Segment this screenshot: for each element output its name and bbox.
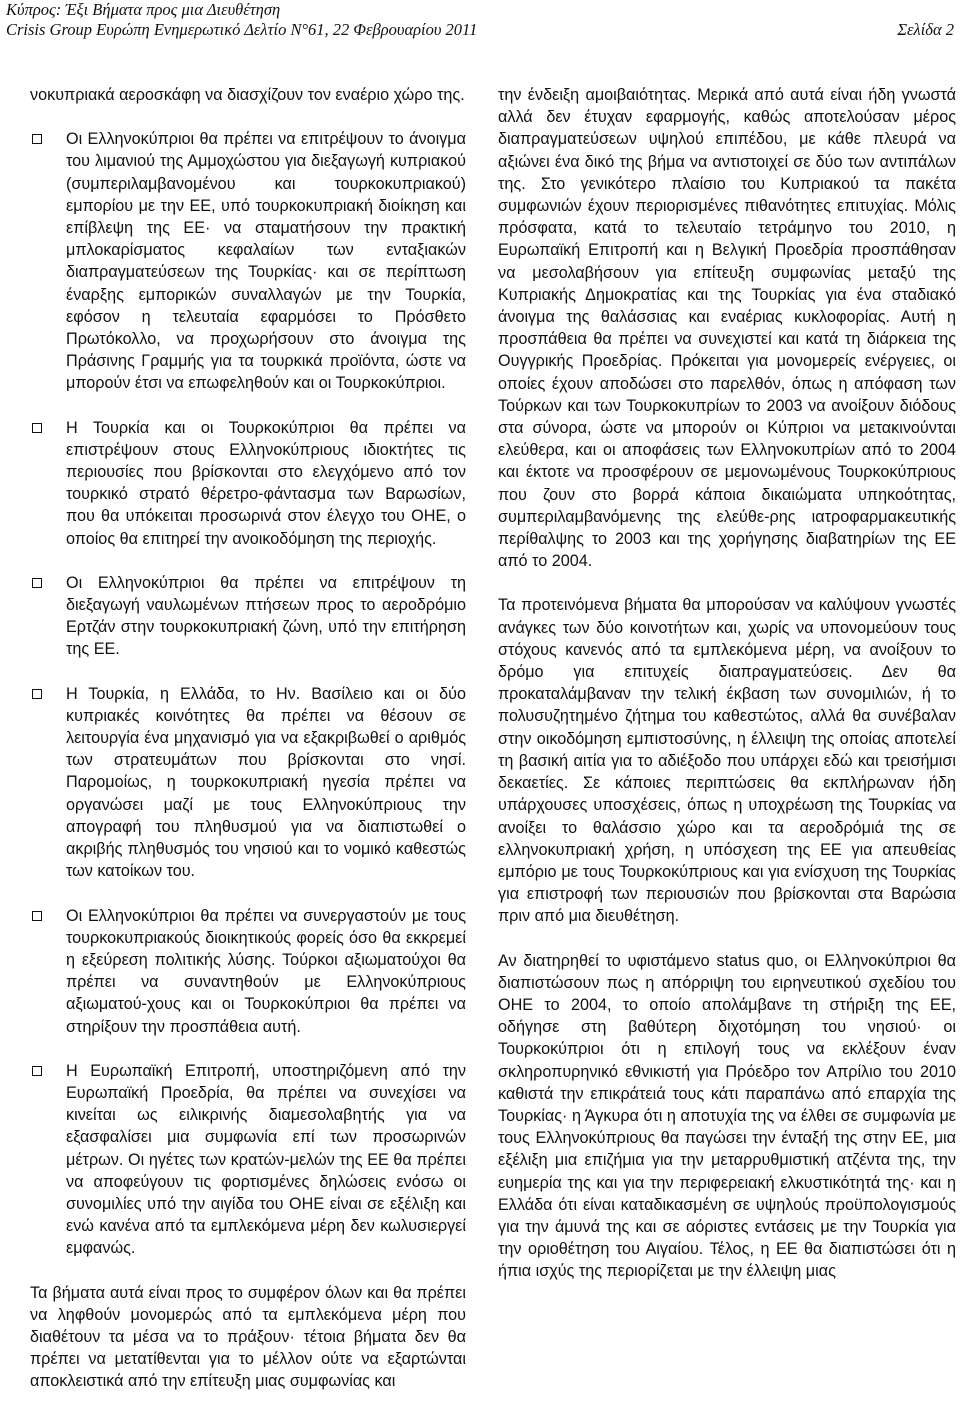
- checkbox-bullet-icon: [32, 423, 42, 433]
- bullet-item: [30, 905, 466, 1038]
- report-title: Κύπρος: Έξι Βήματα προς μια Διευθέτηση: [6, 0, 281, 19]
- checkbox-bullet-icon: [32, 134, 42, 144]
- closing-paragraph: Τα βήματα αυτά είναι προς το συμφέρον όλων και θα πρέπει να ληφθούν μονομερώς από τα εμπλεκόμενα μέρη που διαθέτουν τα μέσα να το πράξουν· τέτοια βήματα δεν θα πρέπει να μετατίθενται για το μέλλον ούτε να εξαρτώνται αποκλειστικά από την επίτευξη μιας συμφωνίας και: [30, 1283, 466, 1391]
- bullet-text: Οι Ελληνοκύπριοι θα πρέπει να επιτρέψουν το άνοιγμα του λιμανιού της Αμμοχώστου για διεξαγωγή κυπριακού (συμπεριλαμβανομένου και τουρκοκυπριακού) εμπορίου με την ΕΕ, υπό τουρκοκυπριακή διοίκηση και επίβλεψη της ΕΕ· να σταματήσουν την πρακτική μπλοκαρίσματος κεφαλαίων των ενταξιακών διαπραγματεύσεων της Τουρκίας· και σε περίπτωση έναρξης εμπορικών συναλλαγών με την Τουρκία, εφόσον η τελευταία εφαρμόσει το Πρόσθετο Πρωτόκολλο, να προχωρήσουν στο άνοιγμα της Πράσινης Γραμμής για τα τουρκικά προϊόντα, ώστε να μπορούν έτσι να επωφεληθούν και οι Τουρκοκύπριοι.: [66, 130, 466, 393]
- checkbox-bullet-icon: [32, 1066, 42, 1076]
- bullet-text: Οι Ελληνοκύπριοι θα πρέπει να συνεργαστούν με τους τουρκοκυπριακούς διοικητικούς φορείς όσο θα εκκρεμεί η εξεύρεση πολιτικής λύσης. Τούρκοι αξιωματούχοι θα πρέπει να συναντηθούν με Ελληνοκύπριους αξιωματού-χους και οι Τουρκοκύπριοι θα πρέπει να στηρίξουν την προσπάθεια αυτή.: [66, 906, 466, 1036]
- paragraph: την ένδειξη αμοιβαιότητας. Μερικά από αυτά είναι ήδη γνωστά αλλά δεν έτυχαν εφαρμογής, καθώς αποτελούσαν μέρος διαπραγματεύσεων υψηλού επιπέδου, με κάθε πλευρά να αξιώνει ένα δικό της βήμα να αντιστοιχεί σε δύο των αντιπάλων της. Στο γενικότερο πλαίσιο του Κυπριακού τα πακέτα συμφωνιών έχουν περιορισμένες πιθανότητες επιτυχίας. Μόλις πρόσφατα, κατά το τελευταίο τετράμηνο του 2010, η Ευρωπαϊκή Επιτροπή και η Βελγική Προεδρία προσπάθησαν να μεσολαβήσουν για επίτευξη συμφωνίας μεταξύ της Κυπριακής Δημοκρατίας και της Τουρκίας για ένα σταδιακό άνοιγμα της θαλάσσιας και εναέριας κυκλοφορίας. Αυτή η προσπάθεια θα πρέπει να συνεχιστεί και κατά τη διάρκεια της Ουγγρικής Προεδρίας. Πρόκειται για μονομερείς ενέργειες, οι οποίες έχουν αποδώσει στο παρελθόν, όπως η απόφαση των Τούρκων και των Τουρκοκυπρίων το 2003 να ανοίξουν διόδους στα σύνορα, ώστε να μπορούν οι Κύπριοι να μετακινούνται ελεύθερα, και οι αποφάσεις των Ελληνοκυπρίων από το 2004 και έκτοτε να προσφέρουν σε μεμονωμένους Τουρκοκύπριους που ζουν στο βορρά κάποια δικαιώματα υπηκοότητας, συμπεριλαμβανόμενης της ελεύθε-ρης ιατροφαρμακευτικής περίθαλψης το 2003 και της χορήγησης διαβατηρίων της ΕΕ από το 2004.: [498, 86, 956, 571]
- right-column: [498, 84, 956, 1283]
- bullet-text: Οι Ελληνοκύπριοι θα πρέπει να επιτρέψουν τη διεξαγωγή ναυλωμένων πτήσεων προς το αεροδρόμιο Ερτζάν στην τουρκοκυπριακή ζώνη, υπό την επιτήρηση της ΕΕ.: [66, 573, 466, 659]
- page-header: [6, 0, 954, 40]
- bullet-text: Η Τουρκία και οι Τουρκοκύπριοι θα πρέπει να επιστρέψουν στους Ελληνοκύπριους ιδιοκτήτες τις περιουσίες που βρίσκονται στο ελεγχόμενο από τον τουρκικό στρατό θέρετρο-φάντασμα των Βαρωσίων, που θα υπόκειται προσωρινά στον έλεγχο του ΟΗΕ, ο οποίος θα επιτηρεί την ανοικοδόμηση της περιοχής.: [66, 418, 466, 548]
- bullet-text: Η Ευρωπαϊκή Επιτροπή, υποστηριζόμενη από την Ευρωπαϊκή Προεδρία, θα πρέπει να συνεχίσει να κινείται ως ειλικρινής διαμεσολαβητής για να εξασφαλίσει μια συμφωνία επί των προσωρινών μέτρων. Οι ηγέτες των κρατών-μελών της ΕΕ θα πρέπει να αποφεύγουν τις φορτισμένες δηλώσεις ενόσω οι συνομιλίες υπό την αιγίδα του ΟΗΕ είναι σε εξέλιξη και ενώ κανένα από τα εμπλεκόμενα μέρη δεν κωλυσιεργεί εμφανώς.: [66, 1061, 466, 1258]
- page-number: Σελίδα 2: [897, 20, 954, 39]
- bullet-text: Η Τουρκία, η Ελλάδα, το Ην. Βασίλειο και οι δύο κυπριακές κοινότητες θα πρέπει να θέσουν σε λειτουργία ένα μηχανισμό για να εξακριβωθεί ο αριθμός των στρατευμάτων που βρίσκονται στο νησί. Παρομοίως, η τουρκοκυπριακή ηγεσία πρέπει να οργανώσει μαζί με τους Ελληνοκύπριους την απογραφή του πληθυσμού για να διαπιστωθεί ο ακριβής πληθυσμός του νησιού και το νομικό καθεστώς των κατοίκων του.: [66, 684, 466, 881]
- bullet-item: [30, 683, 466, 883]
- bullet-item: [30, 1060, 466, 1260]
- paragraph: Τα προτεινόμενα βήματα θα μπορούσαν να καλύψουν γνωστές ανάγκες των δύο κοινοτήτων και, χωρίς να υπονομεύουν τους στόχους κανενός από τα εμπλεκόμενα μέρη, να ανοίξουν το δρόμο για επιτυχείς διαπραγματεύσεις. Δεν θα προκαταλάμβαναν την τελική έκβαση των συνομιλιών, ή το πολυσυζητημένο ζήτημα του καθεστώτος, αλλά θα συνέβαλαν στην οικοδόμηση εμπιστοσύνης, η έλλειψη της οποίας αποτελεί τη βασική αιτία για το αδιέξοδο που υπάρχει εδώ και τρεισήμισι δεκαετίες. Σε κάποιες περιπτώσεις θα εκπλήρωναν ήδη υπάρχουσες υποσχέσεις, όπως η υποχρέωση της Τουρκίας να ανοίξει το θαλάσσιο χώρο και τα αεροδρόμιά της σε ελληνοκυπριακή χρήση, η υπόσχεση της ΕΕ για απευθείας εμπόριο με τους Τουρκοκύπριους και για ενίσχυση της Τουρκίας για επιστροφή των περιουσιών που βρίσκονται στα Βαρώσια πριν από μια διευθέτηση.: [498, 596, 956, 926]
- bullet-item: [30, 128, 466, 394]
- checkbox-bullet-icon: [32, 911, 42, 921]
- left-column: [30, 84, 466, 1393]
- checkbox-bullet-icon: [32, 578, 42, 588]
- left-intro: νοκυπριακά αεροσκάφη να διασχίζουν τον εναέριο χώρο της.: [30, 86, 465, 104]
- publication-line: Crisis Group Ευρώπη Ενημερωτικό Δελτίο N°61, 22 Φεβρουαρίου 2011: [6, 20, 478, 39]
- bullet-item: [30, 572, 466, 661]
- checkbox-bullet-icon: [32, 689, 42, 699]
- header-row: [6, 20, 954, 40]
- bullet-item: [30, 417, 466, 550]
- paragraph: Αν διατηρηθεί το υφιστάμενο status quo, οι Ελληνοκύπριοι θα διαπιστώσουν πως η απόρριψη του ειρηνευτικού σχεδίου του ΟΗΕ το 2004, το οποίο απολάμβανε τη στήριξη της ΕΕ, οδήγησε στη βαθύτερη διχοτόμηση του νησιού· οι Τουρκοκύπριοι ότι η επιλογή τους να εκλέξουν έναν σκληροπυρηνικό εθνικιστή για Πρόεδρο τον Απρίλιο του 2010 καθιστά την επικράτειά τους κάτι παραπάνω από επαρχία της Τουρκίας· η Άγκυρα ότι η αποτυχία της να έλθει σε συμφωνία με τους Ελληνοκύπριους θα παγώσει την ένταξή της στην ΕΕ, μια εξέλιξη μια επιζήμια για την μεταρρυθμιστική ατζέντα της, την ευημερία της και για την περιφερειακή ελκυστικότητά της· και η Ελλάδα ότι είναι καταδικασμένη σε υψηλούς προϋπολογισμούς για την άμυνά της και σε αόριστες εντάσεις με την Τουρκία για την οριοθέτηση του Αιγαίου. Τέλος, η ΕΕ θα διαπιστώσει ότι η ήπια ισχύς της περιορίζεται με την έλλειψη μιας: [498, 951, 956, 1281]
